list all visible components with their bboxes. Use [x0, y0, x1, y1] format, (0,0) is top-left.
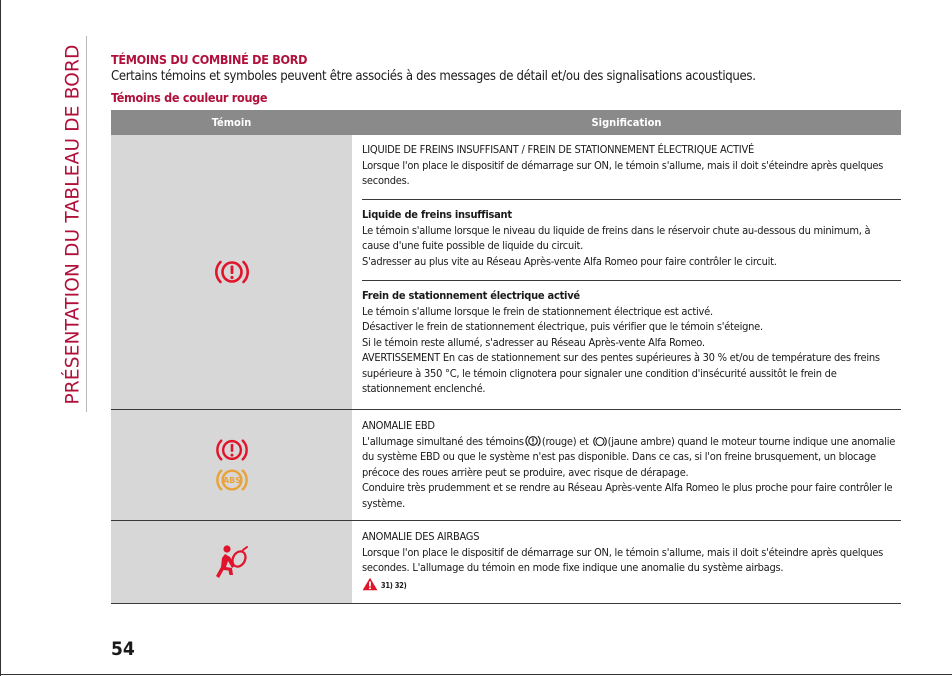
intro-text: Certains témoins et symboles peuvent être associés à des messages de détail et/ou des signalisations acoustiques.	[111, 69, 756, 84]
table-row-airbag-icon-cell	[111, 521, 352, 603]
parking-brake-text-3: Si le témoin reste allumé, s'adresser au Réseau Après-vente Alfa Romeo.	[362, 335, 705, 349]
ebd-title: ANOMALIE EBD	[362, 419, 435, 432]
column-header-signification: Signification	[591, 116, 662, 129]
table-row-ebd-icon-cell	[111, 410, 352, 520]
column-header-temoin: Témoin	[211, 116, 252, 129]
brake-warning-icon	[524, 434, 542, 448]
parking-brake-warning: AVERTISSEMENT En cas de stationnement sur des pentes supérieures à 30 % et/ou de température des freins supérieure à 350 °C, le témoin clignotera pour signaler une condition d'insécurité aussitôt le frein de stationnement enclenché.	[362, 351, 880, 395]
brake-fluid-text-1: Le témoin s'allume lorsque le niveau du liquide de freins dans le réservoir chute au-dessous du minimum, à cause d'une fuite possible de liquide du circuit.	[362, 223, 871, 252]
brake-title: LIQUIDE DE FREINS INSUFFISANT / FREIN DE STATIONNEMENT ÉLECTRIQUE ACTIVÉ	[362, 143, 754, 156]
sub-divider	[362, 199, 901, 200]
table-row-brake-text	[362, 142, 900, 189]
ebd-advice: Conduire très prudemment et se rendre au Réseau Après-vente Alfa Romeo le plus proche pour faire contrôler le système.	[362, 481, 893, 510]
brake-description: Lorsque l'on place le dispositif de démarrage sur ON, le témoin s'allume, mais il doit s'éteindre après quelques secondes.	[362, 158, 884, 187]
brake-fluid-text-2: S'adresser au plus vite au Réseau Après-vente Alfa Romeo pour faire contrôler le circuit.	[362, 254, 777, 268]
abs-warning-icon	[592, 435, 608, 448]
side-section-title: PRÉSENTATION DU TABLEAU DE BORD	[62, 43, 84, 405]
abs-warning-icon	[212, 466, 252, 494]
side-rule	[86, 36, 87, 412]
airbag-title: ANOMALIE DES AIRBAGS	[362, 530, 480, 543]
brake-fluid-section	[362, 207, 900, 269]
page-number: 54	[111, 638, 135, 660]
airbag-description: Lorsque l'on place le dispositif de démarrage sur ON, le témoin s'allume, mais il doit s'éteindre après quelques secondes. L'allumage du témoin en mode fixe indique une anomalie du système airbags.	[362, 545, 884, 574]
table-row-brake-icon-cell	[111, 135, 352, 409]
sub-divider	[362, 280, 901, 281]
table-header	[111, 110, 901, 135]
airbag-references: 31) 32)	[362, 577, 900, 594]
table-row-airbag-text	[362, 529, 900, 593]
table-bottom-rule	[111, 603, 901, 604]
parking-brake-text-1: Le témoin s'allume lorsque le frein de stationnement électrique est activé.	[362, 304, 713, 318]
abs-label: ABS	[222, 476, 241, 486]
section-subheading: Témoins de couleur rouge	[111, 90, 268, 105]
table-row-ebd-text	[362, 418, 900, 511]
parking-brake-title: Frein de stationnement électrique activé	[362, 289, 580, 302]
parking-brake-text-2: Désactiver le frein de stationnement électrique, puis vérifier que le témoin s'éteigne.	[362, 320, 763, 333]
brake-warning-icon	[212, 257, 252, 287]
page-heading: TÉMOINS DU COMBINÉ DE BORD	[111, 52, 308, 67]
brake-warning-icon	[212, 436, 252, 464]
parking-brake-section	[362, 288, 900, 397]
brake-fluid-title: Liquide de freins insuffisant	[362, 208, 512, 221]
page-frame-left	[0, 0, 1, 676]
ebd-description: L'allumage simultané des témoins (rouge) et (jaune ambre) quand le moteur tourne indique une anomalie du système EBD ou que le système n'est pas disponible. Dans ce cas, si l'on freine brusquement, un blocage précoce des roues arrière peut se produire, avec risque de dérapage.	[362, 434, 896, 479]
airbag-warning-icon	[213, 542, 251, 582]
warning-triangle-icon	[362, 577, 378, 591]
page-frame-bottom	[0, 674, 952, 675]
